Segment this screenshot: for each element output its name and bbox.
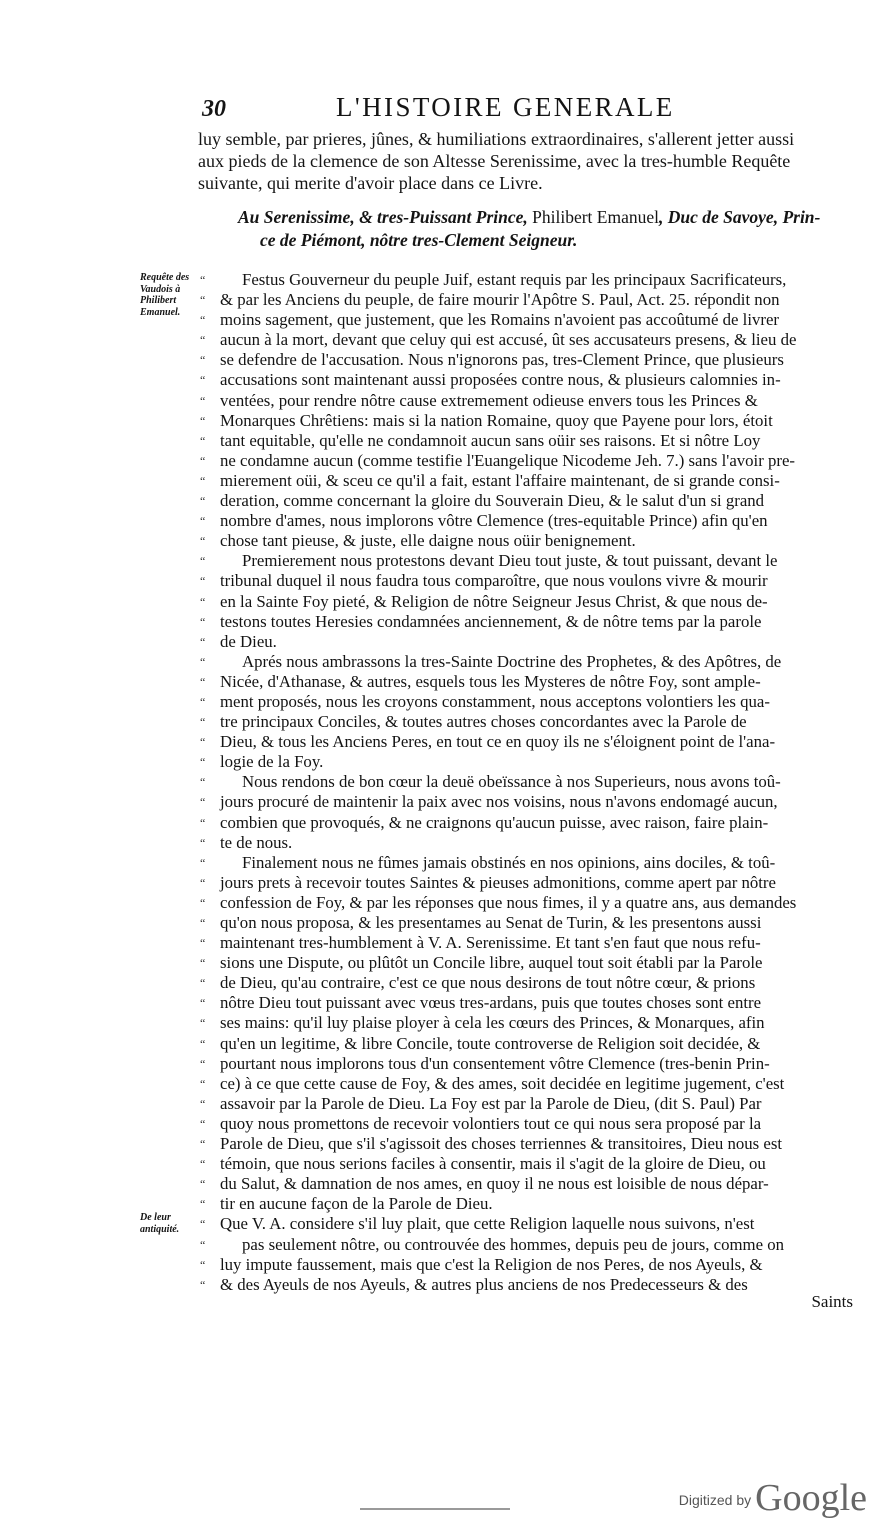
text-line [200, 833, 855, 853]
line-text: ment proposés, nous les croyons constamment, nous acceptons volontiers les qua- [220, 691, 770, 711]
line-text: moins sagement, que justement, que les Romains n'avoient pas accoûtumé de livrer [220, 310, 779, 330]
line-text: pourtant nous implorons tous d'un consentement vôtre Clemence (tres-benin Prin- [220, 1053, 770, 1073]
address-part: Au Serenissime, & tres-Puissant Prince, [238, 207, 533, 227]
line-text: ne condamne aucun (comme testifie l'Euangelique Nicodeme Jeh. 7.) sans l'avoir pre- [220, 450, 796, 470]
line-text: mierement oüi, & sceu ce qu'il a fait, estant l'affaire maintenant, de si grande consi- [220, 470, 780, 490]
line-text: jours prets à recevoir toutes Saintes & pieuses admonitions, comme apert par nôtre [220, 872, 776, 892]
line-text: tant equitable, qu'elle ne condamnoit aucun sans oüir ses raisons. Et si nôtre Loy [220, 430, 761, 450]
text-line [200, 310, 855, 330]
quote-mark: “ [200, 373, 206, 388]
line-text: luy impute faussement, mais que c'est la Religion de nos Peres, de nos Ayeuls, & [220, 1254, 763, 1274]
watermark-prefix: Digitized by [678, 1492, 752, 1508]
quote-mark: “ [200, 433, 206, 448]
line-text: qu'en un legitime, & libre Concile, toute controverse de Religion soit decidée, & [220, 1033, 761, 1053]
intro-line: luy semble, par prieres, jûnes, & humiliations extraordinaires, s'allerent jetter aussi [198, 129, 795, 149]
line-text: en la Sainte Foy pieté, & Religion de nôtre Seigneur Jesus Christ, & que nous de- [220, 591, 768, 611]
line-text: ses mains: qu'il luy plaise ployer à cela les cœurs des Princes, & Monarques, afin [220, 1013, 765, 1033]
watermark-brand: Google [755, 1477, 867, 1519]
text-line [200, 1194, 855, 1214]
line-text: assavoir par la Parole de Dieu. La Foy est par la Parole de Dieu, (dit S. Paul) Par [220, 1093, 762, 1113]
text-line [200, 813, 855, 833]
line-text: chose tant pieuse, & juste, elle daigne nous oüir benignement. [220, 531, 636, 551]
quote-mark: “ [200, 1197, 206, 1212]
line-text: nombre d'ames, nous implorons vôtre Clemence (tres-equitable Prince) afin qu'en [220, 511, 768, 531]
text-line [200, 290, 855, 310]
line-text: ce) à ce que cette cause de Foy, & des ames, soit decidée en legitime jugement, c'est [220, 1073, 785, 1093]
text-line [200, 491, 855, 511]
quote-mark: “ [200, 996, 206, 1011]
text-line [200, 1174, 855, 1194]
address-line-2: ce de Piémont, nôtre tres-Clement Seigneur. [260, 230, 578, 250]
text-line [200, 953, 855, 973]
line-text: pas seulement nôtre, ou controuvée des hommes, depuis peu de jours, comme on [242, 1234, 784, 1254]
text-line [200, 411, 855, 431]
line-text: & par les Anciens du peuple, de faire mourir l'Apôtre S. Paul, Act. 25. répondit non [220, 290, 780, 310]
line-text: Festus Gouverneur du peuple Juif, estant requis par les principaux Sacrificateurs, [242, 270, 787, 289]
quote-mark: “ [200, 1217, 206, 1232]
text-line [200, 511, 855, 531]
text-line [200, 632, 855, 652]
quote-mark: “ [200, 413, 206, 428]
quote-mark: “ [200, 1076, 206, 1091]
quote-mark: “ [200, 855, 206, 870]
text-line [200, 712, 855, 732]
line-text: se defendre de l'accusation. Nous n'ignorons pas, tres-Clement Prince, que plusieurs [220, 350, 784, 370]
quote-mark: “ [200, 674, 206, 689]
text-line [200, 853, 855, 873]
quote-mark: “ [200, 916, 206, 930]
quote-mark: “ [200, 1177, 206, 1192]
text-line [200, 973, 855, 993]
line-text: qu'on nous proposa, & les presentames au Senat de Turin, & les presentons aussi [220, 913, 762, 932]
line-text: Dieu, & tous les Anciens Peres, en tout ce en quoy ils ne s'éloignent point de l'ana- [220, 732, 776, 752]
quote-mark: “ [200, 333, 206, 348]
text-line [200, 652, 855, 672]
quote-mark: “ [200, 735, 206, 750]
text-line [200, 612, 855, 632]
quote-mark: “ [200, 353, 206, 368]
quote-mark: “ [200, 755, 206, 770]
text-line [200, 772, 855, 792]
quote-mark: “ [200, 494, 206, 509]
text-line [200, 431, 855, 451]
line-text: tre principaux Conciles, & toutes autres choses concordantes avec la Parole de [220, 712, 747, 732]
line-text: confession de Foy, & par les réponses que nous fimes, il y a quatre ans, aus demandes [220, 892, 797, 912]
text-line [200, 1235, 855, 1255]
quote-mark: “ [200, 453, 206, 468]
text-line [200, 551, 855, 571]
quote-mark: “ [200, 815, 206, 830]
text-line [200, 330, 855, 350]
text-line [200, 1214, 855, 1234]
catchword: Saints [811, 1292, 853, 1311]
text-line [200, 451, 855, 471]
page-number: 30 [202, 96, 226, 122]
margin-note-antiquite: De leur antiquité. [140, 1212, 180, 1235]
text-line [200, 1013, 855, 1033]
quote-mark: “ [200, 1056, 206, 1071]
quote-mark: “ [200, 654, 206, 669]
quote-mark: “ [200, 473, 206, 488]
line-text: aucun à la mort, devant que celuy qui est accusé, ût ses accusateurs presens, & lieu de [220, 330, 797, 350]
text-line [200, 1074, 855, 1094]
quote-mark: “ [200, 795, 206, 810]
quote-mark: “ [200, 895, 206, 910]
quote-mark: “ [200, 1237, 206, 1252]
intro-paragraph [198, 128, 853, 194]
text-line [200, 1154, 855, 1174]
text-line [200, 1134, 855, 1154]
text-line [200, 391, 855, 411]
line-text: Finalement nous ne fûmes jamais obstinés en nos opinions, ains dociles, & toû- [242, 852, 776, 872]
line-text: Nicée, d'Athanase, & autres, esquels tous les Mysteres de nôtre Foy, sont ample- [220, 671, 761, 691]
running-head: L'HISTOIRE GENERALE [336, 92, 675, 122]
line-text: logie de la Foy. [220, 752, 324, 772]
line-text: Nous rendons de bon cœur la deuë obeïssance à nos Superieurs, nous avons toû- [242, 772, 781, 792]
text-line [200, 1255, 855, 1275]
line-text: ventées, pour rendre nôtre cause extremement odieuse envers tous les Princes & [220, 390, 758, 410]
text-line [200, 592, 855, 612]
quote-mark: “ [200, 1096, 206, 1111]
quote-mark: “ [200, 976, 206, 991]
text-line [200, 792, 855, 812]
text-line [200, 1094, 855, 1114]
quote-mark: “ [200, 614, 206, 629]
quote-mark: “ [200, 1036, 206, 1051]
line-text: Parole de Dieu, que s'il s'agissoit des choses terriennes & transitoires, Dieu nous est [220, 1134, 783, 1154]
text-line [200, 993, 855, 1013]
line-text: jours procuré de maintenir la paix avec nos voisins, nous n'avons endomagé aucun, [220, 792, 778, 812]
body-text [200, 270, 855, 1295]
line-text: quoy nous promettons de recevoir volontiers tout ce qui nous sera proposé par la [220, 1113, 762, 1133]
line-text: de Dieu, qu'au contraire, c'est ce que nous desirons de tout nôtre cœur, & prions [220, 973, 756, 993]
digitized-watermark [679, 1476, 867, 1520]
margin-note-requete: Requête des Vaudois à Philibert Emanuel. [140, 272, 190, 318]
quote-mark: “ [200, 1137, 206, 1152]
quote-mark: “ [200, 956, 206, 971]
intro-line: suivante, qui merite d'avoir place dans ce Livre. [198, 173, 543, 193]
text-line [200, 933, 855, 953]
text-line [200, 531, 855, 551]
address-name: Philibert Emanuel [532, 207, 659, 227]
line-text: témoin, que nous serions faciles à consentir, mais il s'agit de la gloire de Dieu, ou [220, 1154, 766, 1174]
address-part: , Duc de Savoye, Prin- [659, 207, 821, 227]
quote-mark: “ [200, 1116, 206, 1131]
quote-mark: “ [200, 594, 206, 609]
line-text: testons toutes Heresies condamnées anciennement, & de nôtre tems par la parole [220, 611, 762, 631]
text-line [200, 471, 855, 491]
line-text: Que V. A. considere s'il luy plait, que cette Religion laquelle nous suivons, n'est [220, 1214, 755, 1234]
line-text: accusations sont maintenant aussi proposées contre nous, & plusieurs calomnies in- [220, 370, 781, 390]
line-text: Premierement nous protestons devant Dieu tout juste, & tout puissant, devant le [242, 551, 778, 571]
quote-mark: “ [200, 936, 206, 951]
text-line [200, 370, 855, 390]
line-text: & des Ayeuls de nos Ayeuls, & autres plus anciens de nos Predecesseurs & des [220, 1274, 748, 1294]
footer-rule [360, 1508, 510, 1510]
line-text: deration, comme concernant la gloire du Souverain Dieu, & le salut d'un si grand [220, 491, 765, 511]
address-heading [238, 206, 853, 252]
quote-mark: “ [200, 694, 206, 709]
quote-mark: “ [200, 1277, 206, 1292]
text-line [200, 873, 855, 893]
text-line [200, 1275, 855, 1295]
quote-mark: “ [200, 514, 206, 529]
quote-mark: “ [200, 715, 206, 730]
text-line [200, 672, 855, 692]
text-line [200, 1054, 855, 1074]
quote-mark: “ [200, 1157, 206, 1172]
text-line [200, 270, 855, 290]
intro-line: aux pieds de la clemence de son Altesse Serenissime, avec la tres-humble Requête [198, 151, 791, 171]
text-line [200, 893, 855, 913]
quote-mark: “ [200, 534, 206, 549]
quote-mark: “ [200, 1257, 206, 1272]
text-line [200, 1114, 855, 1134]
text-line [200, 350, 855, 370]
line-text: Monarques Chrêtiens: mais si la nation Romaine, quoy que Payene pour lors, étoit [220, 410, 773, 430]
quote-mark: “ [200, 775, 206, 790]
text-line [200, 732, 855, 752]
line-text: sions une Dispute, ou plûtôt un Concile libre, auquel tout soit établi par la Parole [220, 953, 763, 973]
quote-mark: “ [200, 393, 206, 408]
line-text: tribunal duquel il nous faudra tous comparoître, que nous voulons vivre & mourir [220, 571, 768, 591]
quote-mark: “ [200, 574, 206, 589]
quote-mark: “ [200, 875, 206, 890]
quote-mark: “ [200, 273, 206, 287]
line-text: du Salut, & damnation de nos ames, en quoy il ne nous est loisible de nous dépar- [220, 1174, 769, 1194]
quote-mark: “ [200, 634, 206, 649]
line-text: tir en aucune façon de la Parole de Dieu. [220, 1194, 493, 1214]
line-text: te de nous. [220, 832, 293, 852]
line-text: nôtre Dieu tout puissant avec vœus tres-ardans, puis que toutes choses sont entre [220, 993, 762, 1013]
text-line [200, 692, 855, 712]
quote-mark: “ [200, 1016, 206, 1031]
text-line [200, 571, 855, 591]
quote-mark: “ [200, 554, 206, 569]
text-line [200, 913, 855, 933]
text-line [200, 1034, 855, 1054]
line-text: de Dieu. [220, 631, 277, 651]
quote-mark: “ [200, 293, 206, 308]
line-text: Aprés nous ambrassons la tres-Sainte Doctrine des Prophetes, & des Apôtres, de [242, 651, 782, 671]
quote-mark: “ [200, 313, 206, 328]
quote-mark: “ [200, 835, 206, 850]
line-text: combien que provoqués, & ne craignons qu'aucun puisse, avec raison, faire plain- [220, 812, 769, 832]
line-text: maintenant tres-humblement à V. A. Serenissime. Et tant s'en faut que nous refu- [220, 933, 761, 953]
text-line [200, 752, 855, 772]
